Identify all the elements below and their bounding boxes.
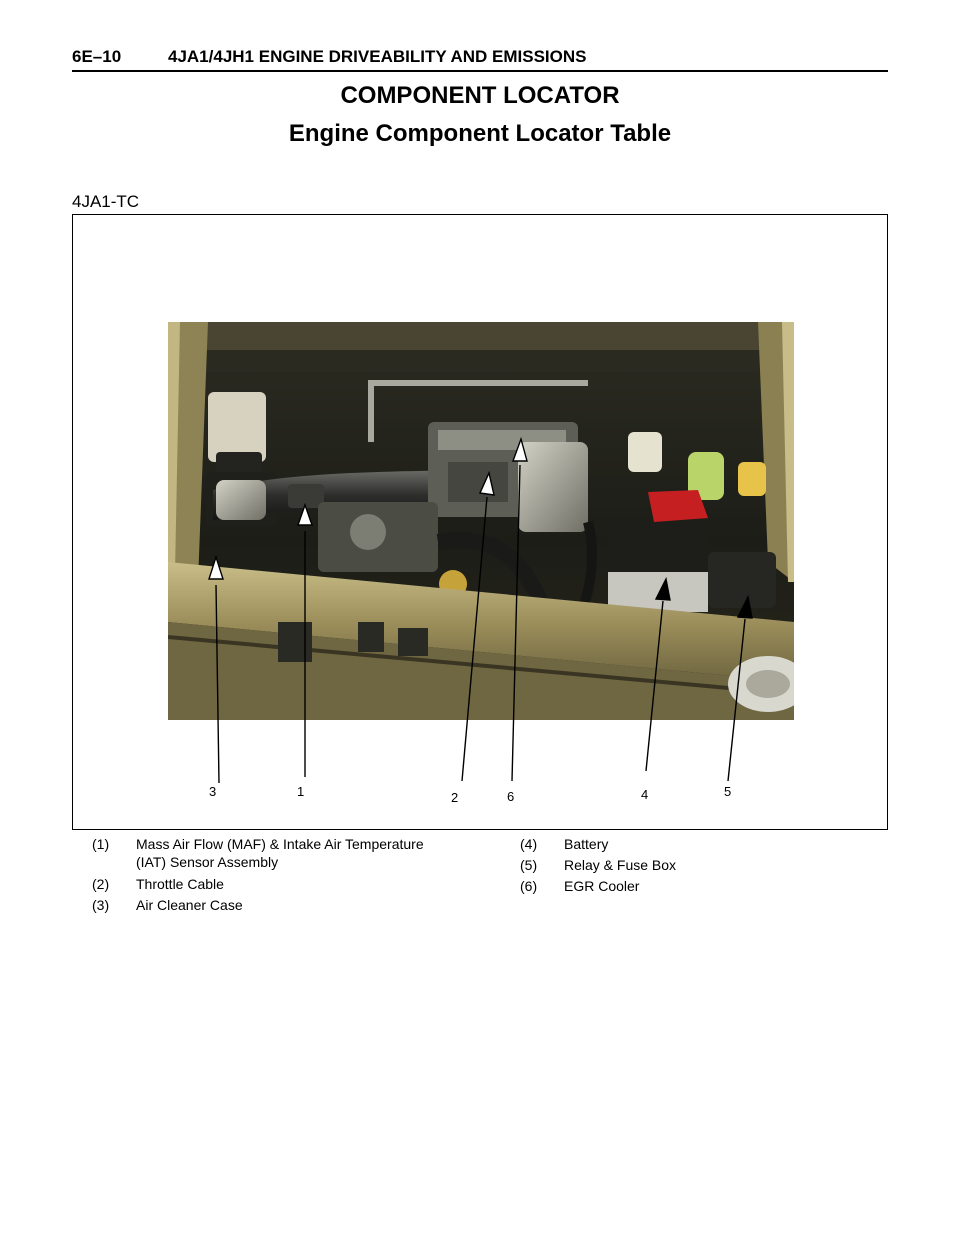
component-locator-figure: [72, 214, 888, 830]
callout-2: 2: [451, 790, 459, 805]
leader-line-2: [462, 497, 487, 781]
arrow-1: [298, 505, 312, 525]
arrow-2: [480, 473, 494, 495]
callout-5: 5: [724, 784, 732, 799]
legend-number: (2): [92, 876, 110, 892]
legend-text: Throttle Cable: [136, 876, 224, 892]
callout-4: 4: [641, 787, 649, 802]
callout-3: 3: [209, 784, 217, 799]
page-code: 6E–10: [72, 47, 122, 66]
legend-text: EGR Cooler: [564, 878, 640, 894]
callout-6: 6: [507, 789, 515, 804]
callout-1: 1: [297, 784, 305, 799]
arrow-5: [738, 597, 752, 618]
legend-number: (4): [520, 836, 538, 852]
legend-number: (6): [520, 878, 538, 894]
legend-text: Battery: [564, 836, 609, 852]
legend-number: (5): [520, 857, 538, 873]
page-header: [72, 44, 888, 72]
arrow-6: [513, 439, 527, 461]
legend-text: Mass Air Flow (MAF) & Intake Air Temperature: [136, 836, 424, 852]
leader-line-5: [728, 619, 745, 781]
legend-text: Air Cleaner Case: [136, 897, 243, 913]
legend-number: (3): [92, 897, 110, 913]
engine-model-label: 4JA1-TC: [72, 192, 140, 211]
callout-layer: [73, 215, 889, 831]
leader-line-6: [512, 465, 520, 781]
page-subtitle: Engine Component Locator Table: [288, 120, 672, 147]
arrow-4: [656, 579, 670, 600]
section-title: 4JA1/4JH1 ENGINE DRIVEABILITY AND EMISSIONS: [168, 47, 587, 66]
leader-line-3: [216, 585, 219, 783]
legend-number: (1): [92, 836, 110, 852]
legend-text-continued: (IAT) Sensor Assembly: [136, 854, 279, 870]
page-title: COMPONENT LOCATOR: [340, 82, 620, 109]
arrow-3: [209, 557, 223, 579]
leader-line-4: [646, 601, 663, 771]
legend-text: Relay & Fuse Box: [564, 857, 677, 873]
